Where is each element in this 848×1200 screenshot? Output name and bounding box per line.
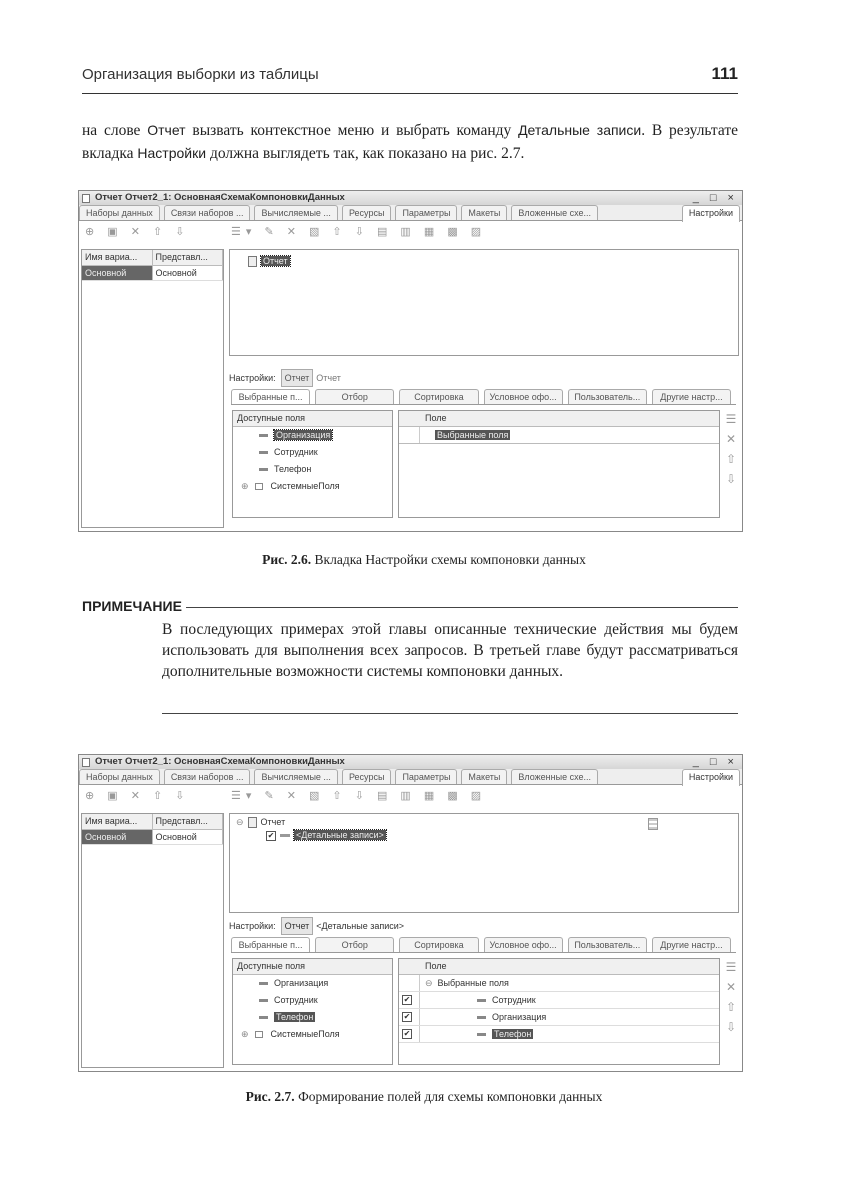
field-label: Сотрудник [274, 995, 318, 1005]
header-rule [82, 93, 738, 94]
field-item[interactable] [233, 1009, 392, 1026]
tree-node-report[interactable] [230, 814, 738, 828]
structure-tree [229, 813, 739, 913]
tab-parameters[interactable]: Параметры [395, 769, 457, 784]
side-buttons [722, 409, 740, 489]
window-fig-2-7 [78, 754, 743, 1072]
document-icon [248, 256, 257, 267]
note-rule-top [186, 607, 738, 608]
down-icon[interactable]: ⇩ [725, 1020, 737, 1034]
checkbox-checked[interactable]: ✔ [403, 1029, 411, 1038]
field-icon [477, 999, 486, 1002]
folder-icon [255, 483, 263, 490]
node-label: Выбранные поля [437, 978, 509, 988]
col-variant-name[interactable]: Имя вариа... [82, 814, 153, 829]
structure-toolbar[interactable]: ☰▾ ✎ ✕ ▧ ⇧ ⇩ ▤ ▥ ▦ ▩ ▨ [231, 226, 487, 238]
field-label: Организация [274, 978, 329, 988]
field-label: Организация [276, 430, 331, 440]
field-group[interactable] [233, 478, 392, 495]
subtab-sort[interactable]: Сортировка [399, 937, 478, 952]
settings-tabs [231, 937, 736, 953]
tab-nested[interactable]: Вложенные схе... [511, 205, 598, 220]
tab-nested[interactable]: Вложенные схе... [511, 769, 598, 784]
tree-node-report[interactable] [230, 250, 738, 267]
subtab-filter[interactable]: Отбор [315, 389, 394, 404]
field-icon [259, 1016, 268, 1019]
term: Отчет [147, 122, 186, 138]
settings-label: Настройки: [229, 373, 276, 383]
column-divider [419, 427, 420, 443]
selected-field-row[interactable] [399, 992, 719, 1009]
note-heading: ПРИМЕЧАНИЕ [82, 598, 182, 614]
tab-settings[interactable]: Настройки [682, 205, 740, 222]
title-bar [79, 191, 742, 205]
settings-value: Отчет [316, 373, 341, 383]
column-divider [419, 1026, 420, 1042]
window-controls[interactable]: _ □ × [692, 756, 738, 768]
window-controls[interactable]: _ □ × [692, 192, 738, 204]
note-rule-bottom [162, 713, 738, 714]
window-fig-2-6 [78, 190, 743, 532]
note-text: В последующих примерах этой главы описанные технические действия мы будем использовать для выполнения всех запросов. В третьей главе будут рассматриваться дополнительные возможности системы компоновки данных. [162, 621, 738, 680]
variant-presentation: Основной [153, 266, 224, 280]
node-label: Отчет [263, 256, 288, 266]
field-icon [259, 982, 268, 985]
main-tabs [79, 769, 742, 785]
available-header: Доступные поля [233, 959, 392, 975]
selected-field-row[interactable] [399, 1009, 719, 1026]
up-icon[interactable]: ⇧ [725, 452, 737, 466]
term: Настройки [137, 145, 207, 161]
field-label: Телефон [274, 464, 312, 474]
field-icon [477, 1033, 486, 1036]
settings-report-button[interactable]: Отчет [281, 917, 314, 935]
selected-root[interactable] [399, 427, 719, 444]
subtab-user[interactable]: Пользователь... [568, 937, 647, 952]
col-variant-name[interactable]: Имя вариа... [82, 250, 153, 265]
field-label: Организация [492, 1012, 547, 1022]
selected-fields [398, 410, 720, 518]
checkbox-checked[interactable]: ✔ [403, 1012, 411, 1021]
variants-toolbar[interactable]: ⊕ ▣ ✕ ⇧ ⇩ [85, 790, 190, 802]
add-icon[interactable]: ☰ [725, 960, 737, 974]
field-header [399, 411, 719, 427]
subtab-selected-fields[interactable]: Выбранные п... [231, 389, 310, 404]
up-icon[interactable]: ⇧ [725, 1000, 737, 1014]
caption-fig-2-6 [0, 552, 848, 568]
variants-list [81, 249, 224, 528]
subtab-conditional[interactable]: Условное офо... [484, 389, 563, 404]
intro-paragraph [82, 119, 738, 165]
text: вызвать контекстное меню и выбрать команду [185, 122, 519, 139]
window-title: Отчет Отчет2_1: ОсновнаяСхемаКомпоновкиДанных [95, 192, 345, 203]
window-icon [82, 758, 90, 767]
field-label: Сотрудник [492, 995, 536, 1005]
tab-calculated[interactable]: Вычисляемые ... [254, 769, 337, 784]
main-tabs [79, 205, 742, 221]
tab-datasets[interactable]: Наборы данных [79, 769, 160, 784]
add-icon[interactable]: ☰ [725, 412, 737, 426]
variants-list [81, 813, 224, 1068]
down-icon[interactable]: ⇩ [725, 472, 737, 486]
field-item[interactable] [233, 427, 392, 444]
settings-row [229, 917, 404, 935]
field-label: СистемныеПоля [270, 1029, 340, 1039]
expand-icon[interactable]: ⊕ [241, 481, 249, 491]
available-header: Доступные поля [233, 411, 392, 427]
variants-toolbar[interactable]: ⊕ ▣ ✕ ⇧ ⇩ [85, 226, 190, 238]
subtab-other[interactable]: Другие настр... [652, 389, 731, 404]
field-header [399, 959, 719, 975]
variant-name: Основной [82, 266, 153, 280]
field-icon [259, 999, 268, 1002]
subtab-conditional[interactable]: Условное офо... [484, 937, 563, 952]
settings-value: <Детальные записи> [316, 921, 405, 931]
tab-layouts[interactable]: Макеты [461, 769, 507, 784]
caption-fig-2-7 [0, 1089, 848, 1105]
structure-icon[interactable] [648, 818, 658, 830]
tab-calculated[interactable]: Вычисляемые ... [254, 205, 337, 220]
structure-toolbar[interactable]: ☰▾ ✎ ✕ ▧ ⇧ ⇩ ▤ ▥ ▦ ▩ ▨ [231, 790, 487, 802]
grouping-icon [280, 834, 290, 837]
field-icon [259, 434, 268, 437]
structure-tree [229, 249, 739, 356]
field-group[interactable] [233, 1026, 392, 1043]
settings-row [229, 369, 341, 387]
expand-icon[interactable]: ⊕ [241, 1029, 249, 1039]
field-item[interactable] [233, 444, 392, 461]
running-title: Организация выборки из таблицы [82, 66, 319, 83]
window-icon [82, 194, 90, 203]
tab-layouts[interactable]: Макеты [461, 205, 507, 220]
window-title: Отчет Отчет2_1: ОсновнаяСхемаКомпоновкиДанных [95, 756, 345, 767]
variant-presentation: Основной [153, 830, 224, 844]
side-buttons [722, 957, 740, 1037]
tab-parameters[interactable]: Параметры [395, 205, 457, 220]
tab-links[interactable]: Связи наборов ... [164, 205, 251, 220]
field-label: Сотрудник [274, 447, 318, 457]
variant-row[interactable] [82, 266, 223, 281]
folder-icon [255, 1031, 263, 1038]
node-label: <Детальные записи> [296, 830, 384, 841]
col-presentation[interactable]: Представл... [153, 814, 224, 829]
field-label: Телефон [494, 1029, 532, 1039]
field-item[interactable] [233, 975, 392, 992]
delete-icon[interactable]: ✕ [725, 980, 737, 994]
delete-icon[interactable]: ✕ [725, 432, 737, 446]
text: на слове [82, 122, 148, 139]
caption-text: Формирование полей для схемы компоновки данных [294, 1089, 603, 1104]
caption-number: Рис. 2.6. [262, 552, 312, 567]
selected-root[interactable] [399, 975, 719, 992]
column-divider [419, 992, 420, 1008]
subtab-selected-fields[interactable]: Выбранные п... [231, 937, 310, 952]
settings-label: Настройки: [229, 921, 276, 931]
caption-text: Вкладка Настройки схемы компоновки данных [311, 552, 586, 567]
available-fields [232, 958, 393, 1065]
field-item[interactable] [233, 992, 392, 1009]
tab-datasets[interactable]: Наборы данных [79, 205, 160, 220]
title-bar [79, 755, 742, 769]
field-header-label: Поле [425, 961, 447, 971]
selected-field-row[interactable] [399, 1026, 719, 1043]
tab-resources[interactable]: Ресурсы [342, 769, 392, 784]
field-item[interactable] [233, 461, 392, 478]
subtab-sort[interactable]: Сортировка [399, 389, 478, 404]
caption-number: Рис. 2.7. [245, 1089, 295, 1104]
field-icon [477, 1016, 486, 1019]
col-presentation[interactable]: Представл... [153, 250, 224, 265]
column-divider [419, 975, 420, 991]
checkbox-checked[interactable]: ✔ [403, 995, 411, 1004]
tab-settings[interactable]: Настройки [682, 769, 740, 786]
selected-fields [398, 958, 720, 1065]
text: . В результате вкладка [82, 122, 739, 162]
settings-report-button[interactable]: Отчет [281, 369, 314, 387]
variant-name: Основной [82, 830, 153, 844]
subtab-other[interactable]: Другие настр... [652, 937, 731, 952]
collapse-icon[interactable]: ⊖ [236, 817, 244, 827]
field-label: СистемныеПоля [270, 481, 340, 491]
collapse-icon[interactable]: ⊖ [425, 978, 433, 988]
subtab-user[interactable]: Пользователь... [568, 389, 647, 404]
text: должна выглядеть так, как показано на рис. 2.7. [206, 145, 525, 162]
subtab-filter[interactable]: Отбор [315, 937, 394, 952]
tab-links[interactable]: Связи наборов ... [164, 769, 251, 784]
field-header-label: Поле [425, 413, 447, 423]
page-number: 111 [711, 64, 738, 83]
tab-resources[interactable]: Ресурсы [342, 205, 392, 220]
field-label: Телефон [276, 1012, 314, 1022]
tree-node-details[interactable] [230, 828, 738, 841]
column-divider [419, 1009, 420, 1025]
checkbox-checked[interactable]: ✔ [267, 830, 275, 840]
field-icon [259, 451, 268, 454]
field-icon [259, 468, 268, 471]
node-label: Отчет [260, 817, 286, 827]
variant-row[interactable] [82, 830, 223, 845]
available-fields [232, 410, 393, 518]
settings-tabs [231, 389, 736, 405]
document-icon [248, 817, 257, 828]
term: Детальные записи [518, 122, 642, 138]
node-label: Выбранные поля [437, 430, 509, 440]
